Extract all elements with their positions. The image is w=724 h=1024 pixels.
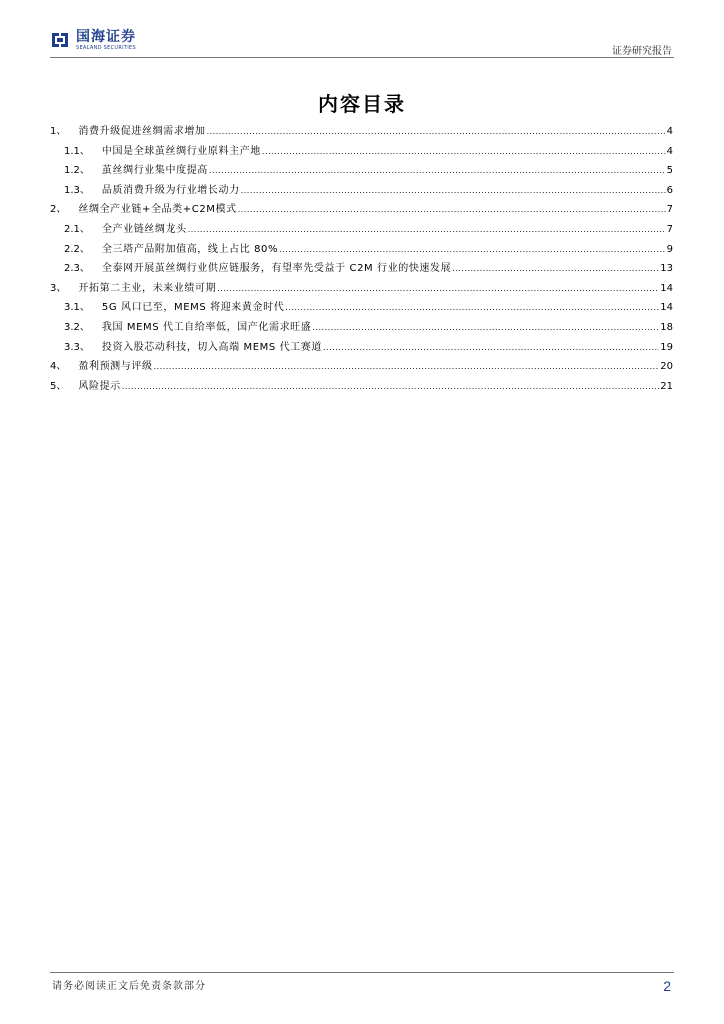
toc-entry-title: 全三塔产品附加值高，线上占比 80% <box>101 243 279 255</box>
toc-entry-page: 14 <box>660 282 673 294</box>
toc-entry-number: 4、 <box>50 361 67 373</box>
toc-entry-page: 4 <box>666 145 673 157</box>
toc-leader-dots <box>217 279 659 299</box>
toc-entry[interactable] <box>50 181 673 201</box>
toc-entry[interactable] <box>50 259 673 279</box>
toc-entry-title: 丝绸全产业链+全品类+C2M模式 <box>78 204 237 216</box>
toc-leader-dots <box>241 181 666 201</box>
toc-entry-page: 9 <box>666 243 673 255</box>
toc-leader-dots <box>285 298 659 318</box>
toc-entry-title: 品质消费升级为行业增长动力 <box>101 184 240 196</box>
toc-entry-number: 1、 <box>50 126 67 137</box>
toc-entry-title: 全泰网开展茧丝绸行业供应链服务，有望率先受益于 C2M 行业的快速发展 <box>101 263 452 275</box>
toc-leader-dots <box>262 142 666 162</box>
toc-entry[interactable] <box>50 357 673 377</box>
toc-entry-title: 消费升级促进丝绸需求增加 <box>78 126 206 137</box>
sealand-logo-icon <box>50 30 70 50</box>
toc-leader-dots <box>452 259 659 279</box>
header-divider <box>50 57 674 58</box>
toc-leader-dots <box>188 220 666 240</box>
logo-english-name: SEALAND SECURITIES <box>76 45 136 51</box>
toc-entry-page: 7 <box>666 204 673 216</box>
toc-entry-number: 3、 <box>50 282 67 294</box>
toc-entry-number: 5、 <box>50 380 67 392</box>
toc-leader-dots <box>238 200 666 220</box>
toc-entry-number: 3.1、 <box>64 302 90 314</box>
toc-entry-title: 我国 MEMS 代工自给率低，国产化需求旺盛 <box>101 321 312 333</box>
toc-title: 内容目录 <box>318 92 406 116</box>
toc-entry-page: 21 <box>660 380 673 392</box>
toc-entry-title: 5G 风口已至，MEMS 将迎来黄金时代 <box>101 302 285 314</box>
page-number: 2 <box>663 978 671 994</box>
toc-entry-number: 3.3、 <box>64 341 90 353</box>
disclaimer-note: 请务必阅读正文后免责条款部分 <box>52 981 206 992</box>
toc-entry[interactable] <box>50 122 673 142</box>
toc-entry-number: 1.1、 <box>64 145 90 157</box>
toc-entry-page: 19 <box>660 341 673 353</box>
toc-entry-page: 5 <box>666 165 673 177</box>
company-logo <box>50 30 136 52</box>
toc-entry-number: 3.2、 <box>64 321 90 333</box>
page-header <box>50 30 674 58</box>
toc-leader-dots <box>323 338 659 358</box>
toc-entry-page: 7 <box>666 223 673 235</box>
toc-entry-title: 全产业链丝绸龙头 <box>101 223 187 235</box>
toc-entry-page: 13 <box>660 263 673 275</box>
toc-entry-title: 中国是全球茧丝绸行业原料主产地 <box>101 145 261 157</box>
toc-entry-title: 开拓第二主业，未来业绩可期 <box>78 282 217 294</box>
toc-leader-dots <box>207 122 666 142</box>
toc-entry-page: 4 <box>666 126 673 137</box>
toc-entry[interactable] <box>50 338 673 358</box>
toc-entry[interactable] <box>50 298 673 318</box>
toc-entry-number: 1.3、 <box>64 184 90 196</box>
toc-leader-dots <box>209 161 666 181</box>
toc-leader-dots <box>122 377 659 397</box>
toc-entry[interactable] <box>50 161 673 181</box>
toc-entry[interactable] <box>50 377 673 397</box>
toc-entry[interactable] <box>50 318 673 338</box>
toc-entry[interactable] <box>50 240 673 260</box>
toc-entry-page: 14 <box>660 302 673 314</box>
logo-chinese-name: 国海证券 <box>76 29 136 45</box>
toc-entry-page: 6 <box>666 184 673 196</box>
report-type-label: 证券研究报告 <box>612 46 672 57</box>
toc-entry[interactable] <box>50 220 673 240</box>
toc-leader-dots <box>154 357 660 377</box>
toc-entry[interactable] <box>50 279 673 299</box>
toc-entry-title: 盈利预测与评级 <box>78 361 153 373</box>
toc-entry-number: 2、 <box>50 204 67 216</box>
toc-entry-page: 18 <box>660 321 673 333</box>
toc-leader-dots <box>312 318 659 338</box>
toc-entry[interactable] <box>50 200 673 220</box>
toc-entry-number: 1.2、 <box>64 165 90 177</box>
toc-leader-dots <box>279 240 666 260</box>
toc-entry-page: 20 <box>660 361 673 373</box>
toc-entry-title: 茧丝绸行业集中度提高 <box>101 165 208 177</box>
toc-entry-number: 2.2、 <box>64 243 90 255</box>
toc-entry-title: 风险提示 <box>78 380 121 392</box>
toc-entry[interactable] <box>50 142 673 162</box>
footer-divider <box>50 972 674 973</box>
toc-entry-number: 2.3、 <box>64 263 90 275</box>
table-of-contents <box>50 122 673 396</box>
toc-entry-title: 投资入股芯动科技，切入高端 MEMS 代工赛道 <box>101 341 322 353</box>
toc-entry-number: 2.1、 <box>64 223 90 235</box>
